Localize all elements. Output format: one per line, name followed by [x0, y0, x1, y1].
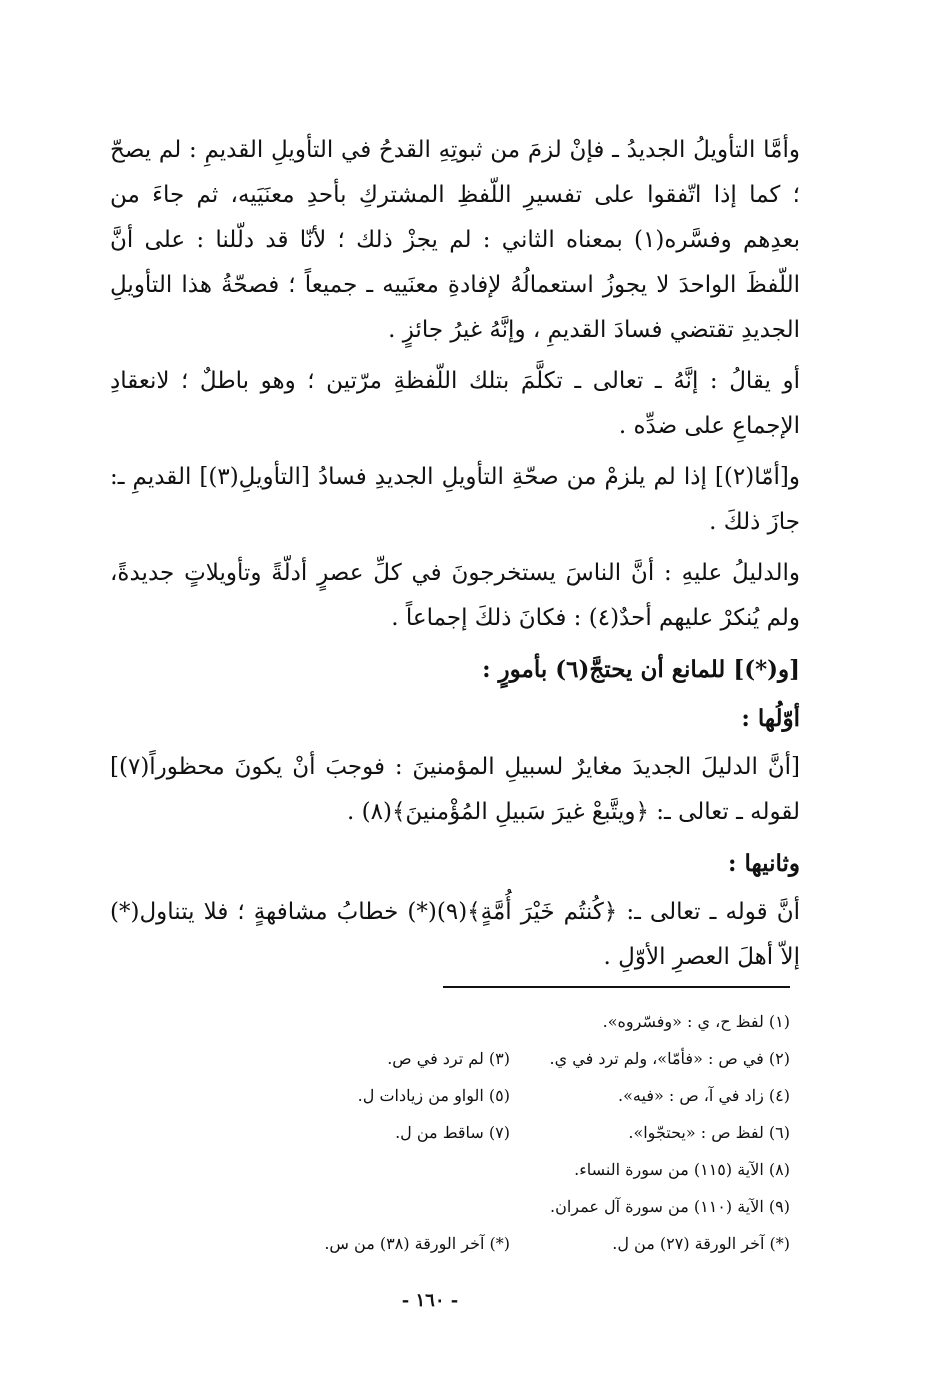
paragraph-evidence: والدليلُ عليهِ : أنَّ الناسَ يستخرجونَ في كلِّ عصرٍ أدلّةً وتأويلاتٍ جديدةً، ولم يُنكرْ عليهم أحدٌ(٤) : فكانَ ذلكَ إجماعاً . [110, 560, 800, 631]
paragraph-if-not-required: و[أمّا(٢)] إذا لم يلزمْ من صحّةِ التأويلِ الجديدِ فسادُ [التأويلِ(٣)] القديمِ ـ: جازَ ذلكَ . [110, 464, 800, 535]
footnote-folio-s: (*) آخر الورقة (٣٨) من س. [324, 1234, 510, 1253]
footnote-4: (٤) زاد في آ، ص : «فيه». [618, 1086, 790, 1105]
footnote-5: (٥) الواو من زيادات ل. [357, 1086, 510, 1105]
heading-second: وثانيها : [728, 850, 800, 877]
paragraph-first-argument: [أنَّ الدليلَ الجديدَ مغايرٌ لسبيلِ المؤمنينَ : فوجبَ أنْ يكونَ محظوراً(٧)] لقوله ـ تعالى ـ: ﴿ويتَّبعْ غيرَ سَبيلِ المُؤْمنينَ﴾(٨) . [110, 754, 800, 825]
footnote-9: (٩) الآية (١١٠) من سورة آل عمران. [550, 1197, 790, 1216]
footnote-row [230, 1077, 790, 1114]
footnote-folio-l: (*) آخر الورقة (٢٧) من ل. [612, 1234, 790, 1253]
paragraph-second-argument: أنَّ قوله ـ تعالى ـ: ﴿كُنتُم خَيْرَ أُمَّةٍ﴾(٩)(*) خطابُ مشافهةٍ ؛ فلا يتناول(*) إلاّ أهلَ العصرِ الأوّلِ . [110, 899, 800, 970]
heading-first: أوّلُها : [741, 705, 800, 732]
footnote-row [230, 1151, 790, 1188]
footnote-separator [443, 986, 790, 988]
footnote-7: (٧) ساقط من ل. [395, 1123, 510, 1142]
paragraph-new-interpretation: وأمَّا التأويلُ الجديدُ ـ فإنْ لزمَ من ثبوتِهِ القدحُ في التأويلِ القديمِ : لم يصحّ ؛ كما إذا اتّفقوا على تفسيرِ اللّفظِ المشتركِ بأحدِ معنَيَيه، ثم جاءَ من بعدِهم وفسَّره(١) بمعناه الثاني : لم يجزْ ذلك ؛ لأنّا قد دلّلنا : على أنَّ اللّفظَ الواحدَ لا يجوزُ استعمالُهُ لإفادةِ معنَييه ـ جميعاً ؛ فصحّةُ هذا التأويلِ الجديدِ تقتضي فسادَ القديمِ ، وإنَّهُ غيرُ جائزٍ . [110, 137, 800, 343]
footnote-3: (٣) لم ترد في ص. [387, 1049, 510, 1068]
footnote-row [230, 1188, 790, 1225]
footnote-row [230, 1040, 790, 1077]
footnote-2: (٢) في ص : «فأمّا»، ولم ترد في ي. [549, 1049, 790, 1068]
footnote-row [230, 1225, 790, 1262]
footnote-row [230, 1003, 790, 1040]
page-number: - ١٦٠ - [401, 1290, 459, 1311]
footnote-row [230, 1114, 790, 1151]
footnotes [230, 1003, 790, 1262]
footnote-8: (٨) الآية (١١٥) من سورة النساء. [574, 1160, 790, 1179]
footnote-1: (١) لفظ ح، ي : «وفسّروه». [602, 1012, 790, 1031]
paragraph-or-said: أو يقالُ : إنَّهُ ـ تعالى ـ تكلَّمَ بتلك اللّفظةِ مرّتين ؛ وهو باطلٌ ؛ لانعقادِ الإجماعِ على ضدِّه . [110, 368, 800, 439]
main-text [110, 128, 800, 986]
footnote-6: (٦) لفظ ص : «يحتجّوا». [628, 1123, 790, 1142]
heading-objector: [و(*)] للمانع أن يحتجَّ(٦) بأمورٍ : [482, 656, 800, 683]
